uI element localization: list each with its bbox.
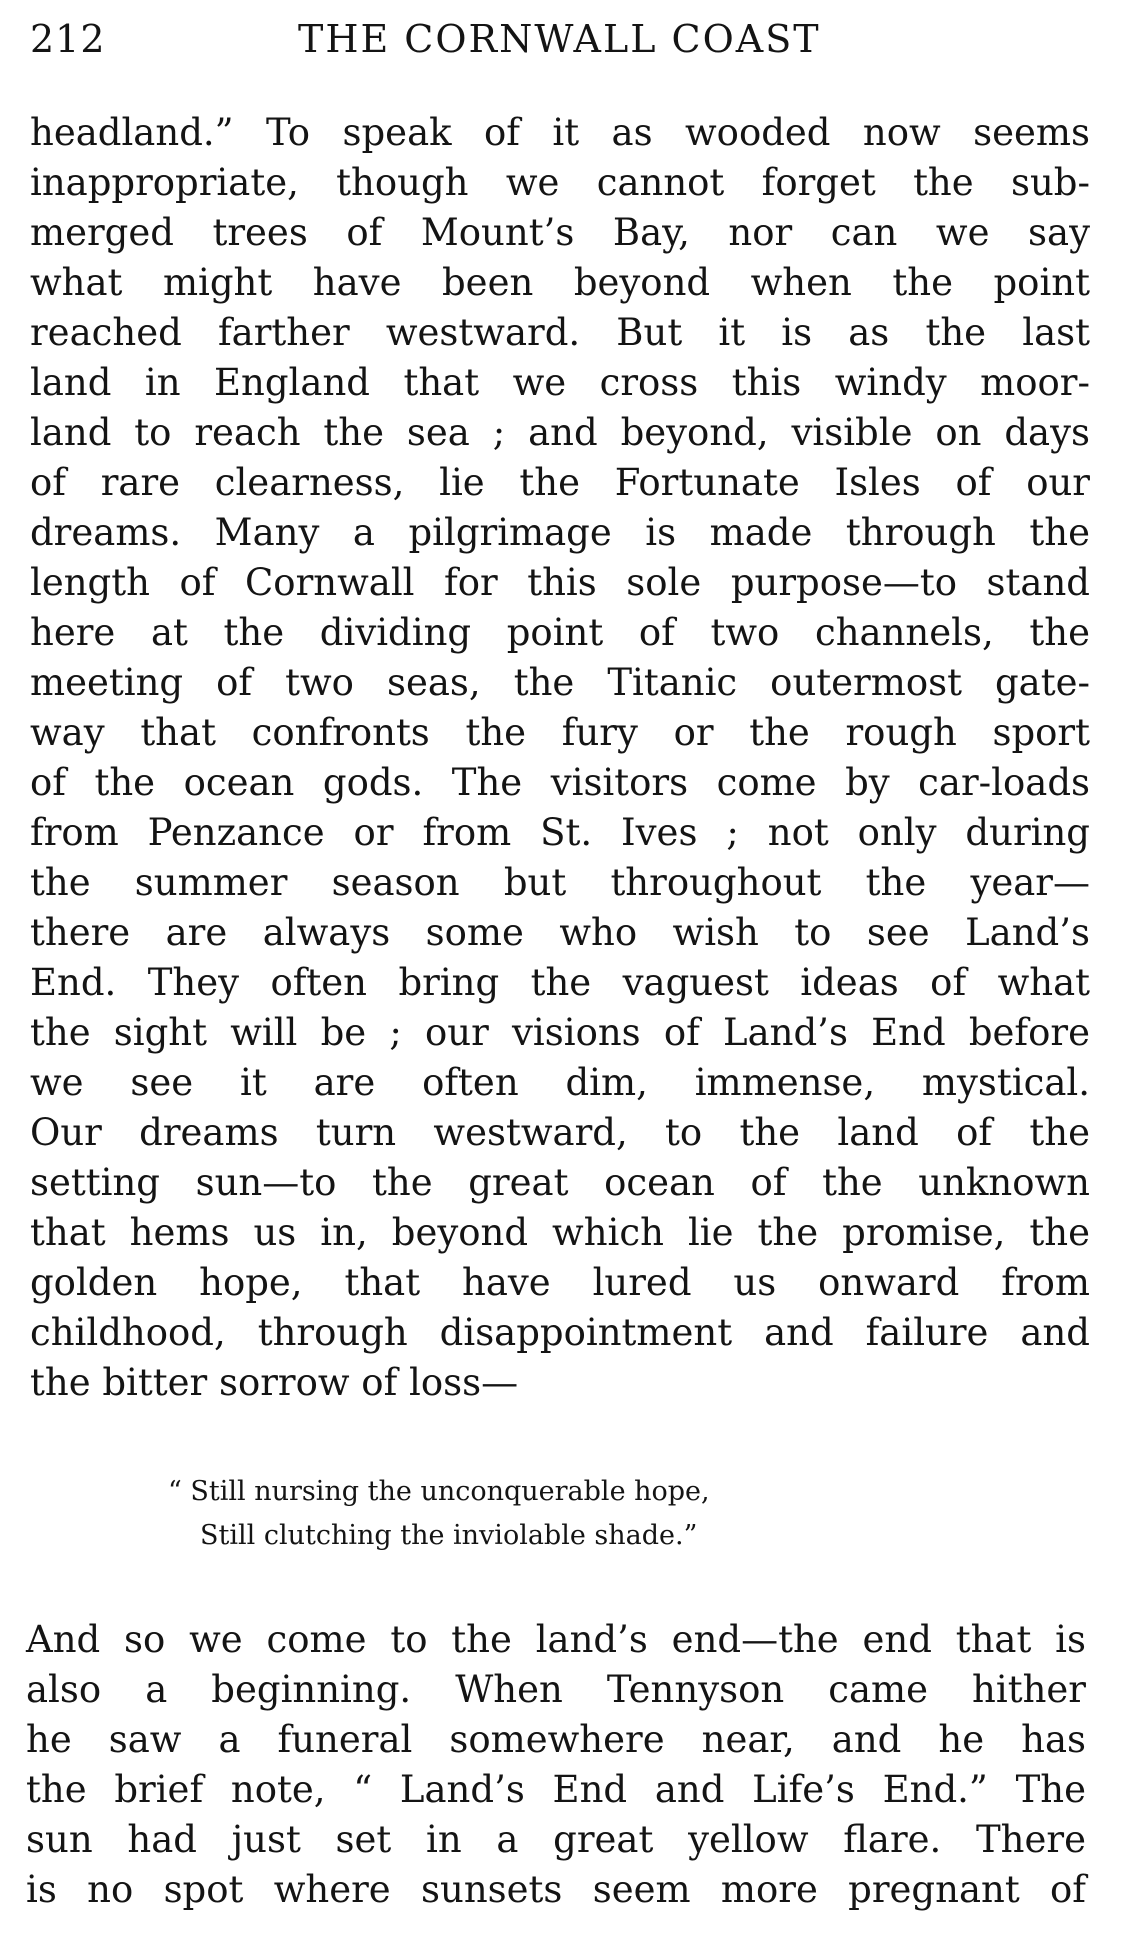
text-line: what might have been beyond when the point [30,261,1090,304]
page-header [30,10,1090,68]
text-line: golden hope, that have lured us onward from [30,1261,1090,1304]
quote-line: Still clutching the inviolable shade.” [200,1520,698,1551]
text-line: the sight will be ; our visions of Land’s End before [30,1011,1090,1054]
text-line: we see it are often dim, immense, mystical. [30,1061,1090,1104]
text-line: dreams. Many a pilgrimage is made through the [30,511,1090,554]
text-line: Our dreams turn westward, to the land of the [30,1111,1090,1154]
text-line: meeting of two seas, the Titanic outermost gate- [30,661,1090,704]
paragraph-closing [26,1615,1086,1915]
text-line: of the ocean gods. The visitors come by car-loads [30,761,1090,804]
text-line: headland.” To speak of it as wooded now seems [30,111,1090,154]
running-title: THE CORNWALL COAST [298,17,821,61]
text-line: And so we come to the land’s end—the end that is [26,1618,1086,1661]
text-line: land in England that we cross this windy moor- [30,361,1090,404]
text-line: length of Cornwall for this sole purpose—to stand [30,561,1090,604]
text-line: there are always some who wish to see Land’s [30,911,1090,954]
text-line: sun had just set in a great yellow flare. There [26,1818,1086,1861]
paragraph-main [30,108,1090,1408]
text-line: land to reach the sea ; and beyond, visible on days [30,411,1090,454]
text-line: is no spot where sunsets seem more pregnant of [26,1868,1086,1911]
text-line: inappropriate, though we cannot forget the sub- [30,161,1090,204]
text-line: reached farther westward. But it is as the last [30,311,1090,354]
text-line: End. They often bring the vaguest ideas of what [30,961,1090,1004]
text-line: way that confronts the fury or the rough sport [30,711,1090,754]
text-line: the brief note, “ Land’s End and Life’s End.” The [26,1768,1086,1811]
text-line: he saw a funeral somewhere near, and he has [26,1718,1086,1761]
text-line: merged trees of Mount’s Bay, nor can we say [30,211,1090,254]
text-line: the bitter sorrow of loss— [30,1361,519,1404]
text-line: also a beginning. When Tennyson came hither [26,1668,1086,1711]
page-number: 212 [30,17,106,61]
text-line: the summer season but throughout the year— [30,861,1090,904]
text-line: that hems us in, beyond which lie the promise, the [30,1211,1090,1254]
verse-quotation [168,1470,908,1558]
text-line: childhood, through disappointment and failure and [30,1311,1090,1354]
text-line: of rare clearness, lie the Fortunate Isles of our [30,461,1090,504]
text-line: here at the dividing point of two channels, the [30,611,1090,654]
quote-line: “ Still nursing the unconquerable hope, [168,1476,710,1507]
text-line: from Penzance or from St. Ives ; not only during [30,811,1090,854]
text-line: setting sun—to the great ocean of the unknown [30,1161,1090,1204]
